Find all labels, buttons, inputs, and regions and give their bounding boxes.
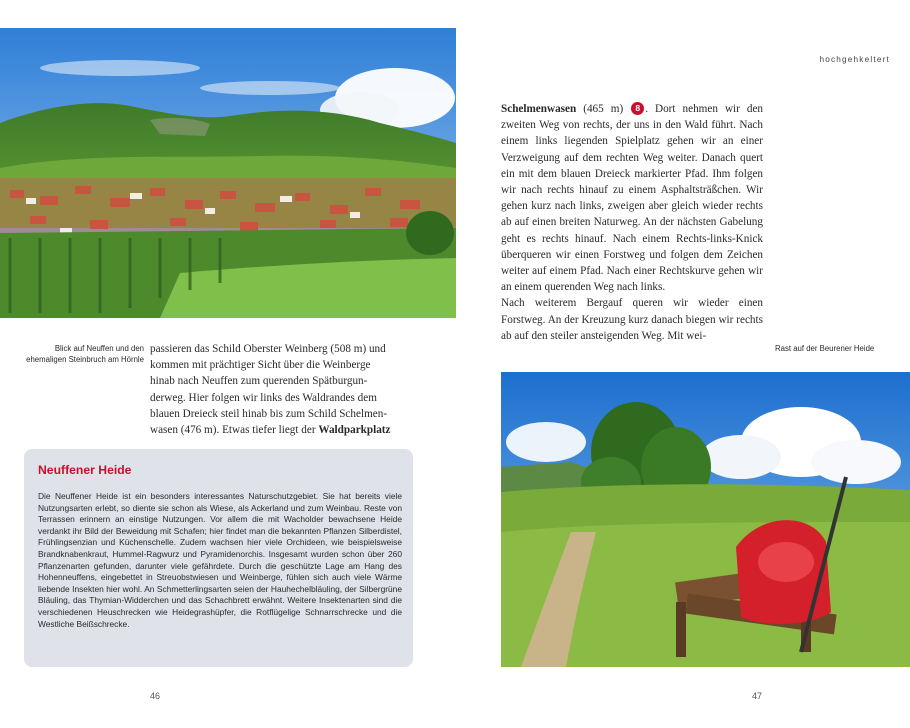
text-line: kommen mit prächtiger Sicht über die Weinberge — [150, 359, 371, 372]
text-line-part: wasen (476 m). Etwas tiefer liegt der — [150, 424, 316, 437]
page-number-right: 47 — [752, 691, 763, 701]
text-line: passieren das Schild Oberster Weinberg (508 m) und — [150, 343, 386, 355]
text-line: derweg. Hier folgen wir links des Waldrandes dem — [150, 391, 377, 404]
running-header: hochgehkeltert — [819, 55, 890, 64]
photo-bench-beurener-heide — [501, 372, 910, 667]
page-number-left: 46 — [150, 691, 161, 701]
bold-place-schelmenwasen: Schelmenwasen — [501, 103, 577, 115]
photo-caption-left: Blick auf Neuffen und den ehemaligen Steinbruch am Hörnle — [26, 344, 144, 364]
text-line: hinab nach Neuffen zum querenden Spätburgun- — [150, 375, 368, 388]
photo-neuffen-vineyards — [0, 28, 456, 318]
paragraph-2: Nach weiterem Bergauf queren wir wieder einen Forstweg. An der Kreuzung kurz danach biegen wir rechts ab auf den steiler ansteigenden Weg. Mit wei- — [501, 297, 763, 342]
text-line — [150, 422, 413, 438]
numbered-waypoint-marker-icon: 8 — [631, 102, 644, 115]
altitude: (465 m) — [583, 103, 624, 115]
infobox-title: Neuffener Heide — [38, 463, 132, 477]
text-line: blauen Dreieck steil hinab bis zum Schild Schelmen- — [150, 407, 388, 420]
infobox-neuffener-heide — [24, 449, 413, 667]
paragraph-1-text: . Dort nehmen wir den zweiten Weg von rechts, der uns in den Wald führt. Nach einem links liegenden Spielplatz gehen wir an einer Verzweigung auf dem rechten Weg weiter. Danach quert ein mit dem blauen Dreieck markierter Pfad. Ihm folgen wir nach rechts hinauf zu einem Asphaltsträßchen. Wir gehen kurz nach links, zweigen aber gleich wieder rechts ab auf einen breiten Naturweg. An der nächsten Gabelung geht es rechts hinauf. Nach einem Rechts-links-Knick überqueren wir einen Forstweg und folgen dem Zeichen weiter auf einem Pfad. Nach einer Rechtskurve gehen wir an einem querenden Weg nach links. — [501, 103, 764, 294]
paragraph-1 — [501, 101, 763, 295]
infobox-text: Die Neuffener Heide ist ein besonders interessantes Naturschutzgebiet. Sie hat bereits viele Nutzungsarten erlebt, so diente sie schon als Wiese, als Ackerland und zum Weinbau. Reste von Terrassen erinnern an einstige Nutzungen. Vor allem die mit Wacholder bewachsene Heide verdankt ihr Bild der Beweidung mit Schafen; hier findet man die bekannten Pflanzen Silberdistel, Frühlingsenzian und Küchenschelle. Zudem wachsen hier viele Orchideen, wie beispielsweise Brandknabenkraut, Hummel-Ragwurz und Pyramidenorchis. Insgesamt wurden schon über 260 Pflanzenarten gefunden, darunter viele gefährdete. Durch die geschützte Lage am Hang des Hohenneuffens, eingebettet in Streuobstwiesen und Weinberge, fühlen sich auch viele Wärme liebende Insekten hier wohl. An Schmetterlingsarten seien der Hauhechelbläuling, der Silbergrüne Bläuling, das Thymian-Widderchen und das Schachbrett erwähnt. Weitere Insektenarten sind die verschiedenen Heuschrecken wie Heidegrashüpfer, die Rotflügelige Schnarrschrecke und die Westliche Beißschrecke. — [38, 491, 402, 629]
photo-caption-right: Rast auf der Beurener Heide — [775, 344, 875, 353]
body-text-left — [150, 341, 413, 438]
bold-place-waldparkplatz: Waldparkplatz — [318, 424, 391, 437]
body-text-right — [501, 101, 763, 344]
